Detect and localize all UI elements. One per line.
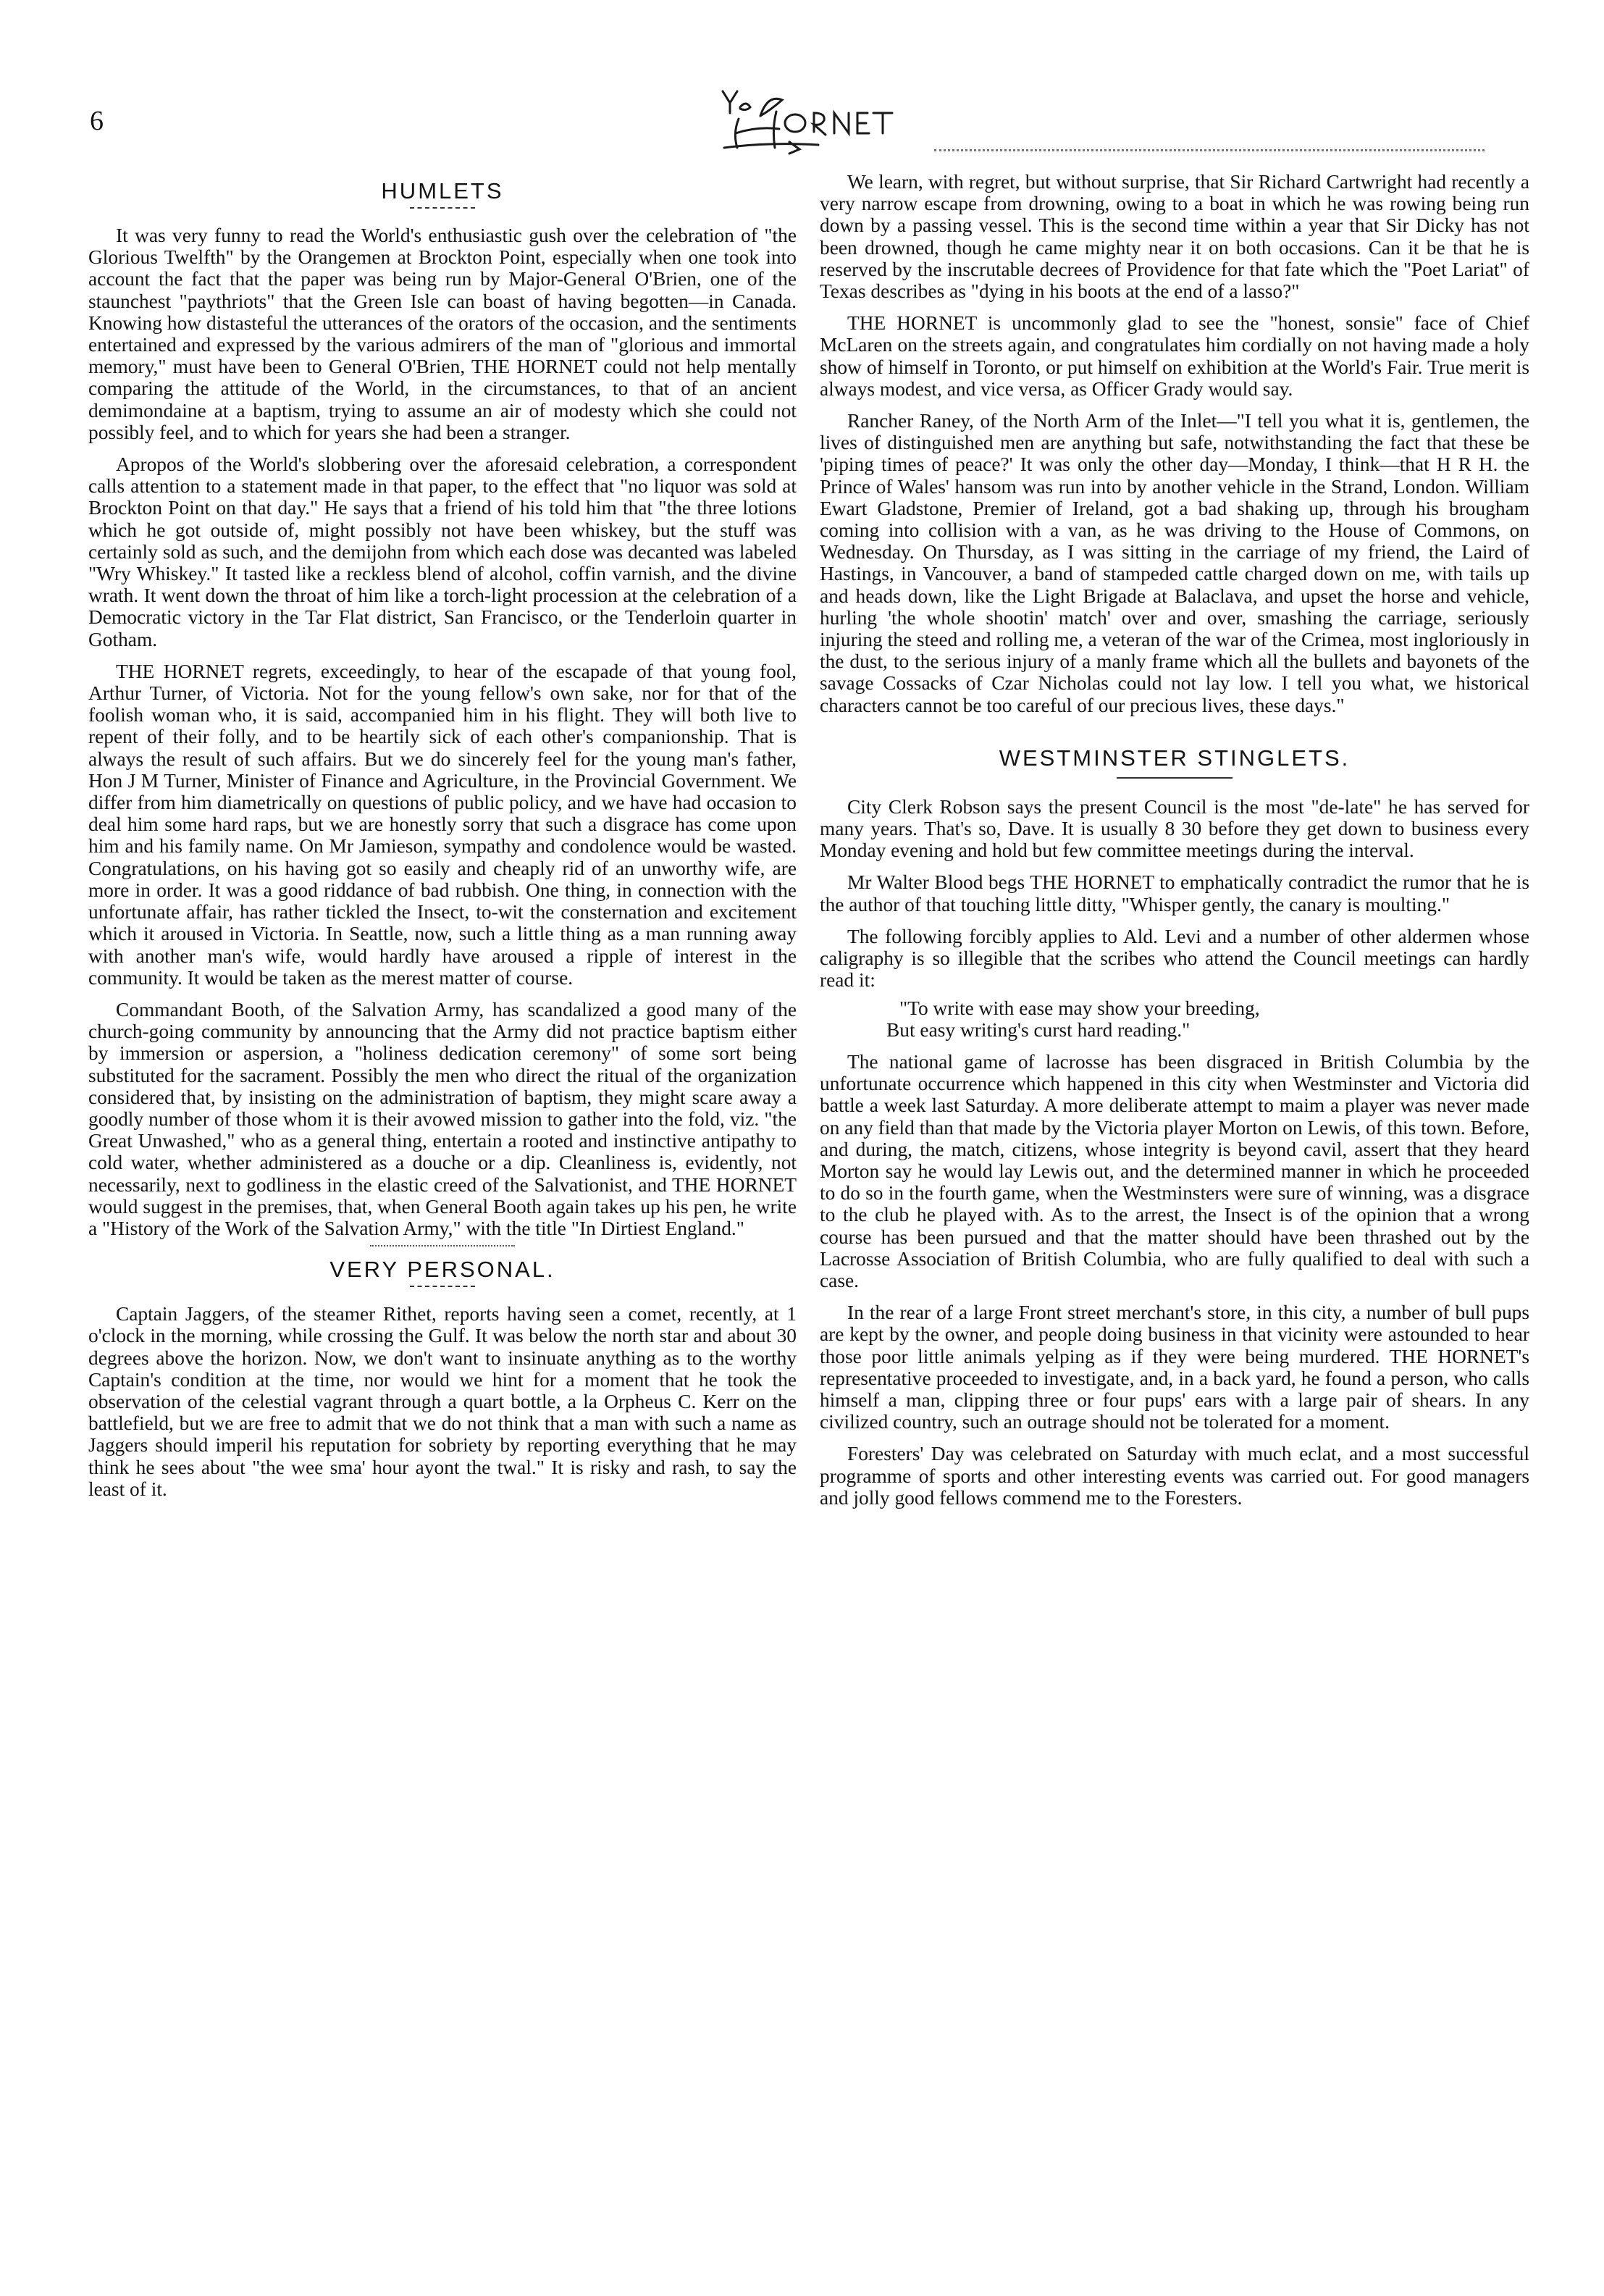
very-personal-paragraph-1: Captain Jaggers, of the steamer Rithet, reports having seen a comet, recently, at 1 o'clock in the morning, while crossing the Gulf. It was below the north star and about 30 degrees above the horizon. Now, we don't want to insinuate anything as to the worthy Captain's condition at the time, nor would we hint for a moment that he took the observation of the celestial vagrant through a quart bottle, a la Orpheus C. Kerr on the battlefield, but we are free to admit that we do not think that a man with such a name as Jaggers should imperil his reputation for sobriety by reporting everything that he may think he sees about "the wee sma' hour ayont the twal." It is risky and rash, to say the least of it. <box>88 1303 797 1500</box>
right-column <box>820 171 1529 1514</box>
humlets-heading: HUMLETS <box>381 178 504 204</box>
humlets-paragraph-2: Apropos of the World's slobbering over the aforesaid celebration, a correspondent calls attention to a statement made in that paper, to the effect that "no liquor was sold at Brockton Point on that day." He says that a friend of his told him that "the three lotions which he got outside of, might possibly not have been whiskey, but the stuff was certainly sold as such, and the demijohn from which each dose was decanted was labeled "Wry Whiskey." It tasted like a reckless blend of alcohol, coffin varnish, and the divine wrath. It went down the throat of him like a torch-light procession at the celebration of a Democratic victory in the Tar Flat district, San Francisco, or the Tenderloin quarter in Gotham. <box>88 453 797 650</box>
hornet-logo-icon <box>710 70 912 155</box>
page-number: 6 <box>90 106 104 136</box>
section-divider <box>370 1245 515 1247</box>
westminster-paragraph-4: The national game of lacrosse has been disgraced in British Columbia by the unfortunate occurrence which happened in this city when Westminster and Victoria did battle a week last Saturday. A more deliberate attempt to maim a player was never made on any field than that made by the Victoria player Morton on Lewis, of this town. Before, and during, the match, citizens, whose integrity is beyond cavil, assert that they heard Morton say he would lay Lewis out, and the determined manner in which he proceeded to do so in the fourth game, when the Westminsters were sure of winning, was a disgrace to the club he played with. As to the arrest, the Insect is of the opinion that a wrong course has been pursued and that the matter should have been thrashed out by the Lacrosse Association of British Columbia, who are fully qualified to deal with such a case. <box>820 1050 1529 1291</box>
westminster-paragraph-5: In the rear of a large Front street merchant's store, in this city, a number of bull pups are kept by the owner, and people doing business in that vicinity were astounded to hear those poor little animals yelping as if they were being murdered. THE HORNET's representative proceeded to investigate, and, in a back yard, he found a person, who calls himself a man, clipping three or four pups' ears with a large pair of shears. In any civilized country, such an outrage should not be tolerated for a moment. <box>820 1302 1529 1433</box>
verse-line: But easy writing's curst hard reading." <box>886 1018 1191 1041</box>
personal-paragraph-3: THE HORNET is uncommonly glad to see the "honest, sonsie" face of Chief McLaren on the streets again, and congratulates him cordially on not having made a holy show of himself in Toronto, or put himself on exhibition at the World's Fair. True merit is always modest, and vice versa, as Officer Grady would say. <box>820 312 1529 400</box>
humlets-paragraph-3: THE HORNET regrets, exceedingly, to hear of the escapade of that young fool, Arthur Turner, of Victoria. Not for the young fellow's own sake, nor for that of the foolish woman who, it is said, accompanied him in his flight. They will both live to repent of their folly, and to be heartily sick of each other's companionship. That is always the result of such affairs. But we do sincerely feel for the young man's father, Hon J M Turner, Minister of Finance and Agriculture, in the Provincial Government. We differ from him diametrically on questions of public policy, and we have had occasion to deal him some hard raps, but we are honestly sorry that such a disgrace has come upon him and his family name. On Mr Jamieson, sympathy and condolence would be wasted. Congratulations, on his having got so easily and cheaply rid of an unworthy wife, are more in order. It was a good riddance of bad rubbish. One thing, in connection with the unfortunate affair, has rather tickled the Insect, to-wit the consternation and excitement which it aroused in Victoria. In Seattle, now, such a little thing as a man running away with another man's wife, would hardly have aroused a ripple of interest in the community. It would be taken as the merest matter of course. <box>88 660 797 989</box>
header-rule <box>934 149 1485 151</box>
westminster-paragraph-3: The following forcibly applies to Ald. Levi and a number of other aldermen whose caligraphy is so illegible that the scribes who attend the Council meetings can hardly read it: <box>820 925 1529 992</box>
heading-divider <box>1117 777 1233 779</box>
left-column <box>88 171 797 1506</box>
verse-quote <box>820 997 1529 1041</box>
heading-divider <box>410 1286 475 1287</box>
very-personal-heading: VERY PERSONAL. <box>329 1257 555 1283</box>
personal-paragraph-2: We learn, with regret, but without surprise, that Sir Richard Cartwright had recently a very narrow escape from drowning, owing to a boat in which he was rowing being run down by a passing vessel. This is the second time within a year that Sir Dicky has not been drowned, though he came mighty near it on both occasions. Can it be that he is reserved by the inscrutable decrees of Providence for that fate which the "Poet Lariat" of Texas describes as "dying in his boots at the end of a lasso?" <box>820 171 1529 303</box>
heading-divider <box>410 207 475 209</box>
westminster-paragraph-6: Foresters' Day was celebrated on Saturday with much eclat, and a most successful programme of sports and other interesting events was carried out. For good managers and jolly good fellows commend me to the Foresters. <box>820 1443 1529 1509</box>
personal-paragraph-4: Rancher Raney, of the North Arm of the Inlet—"I tell you what it is, gentlemen, the lives of distinguished men are anything but safe, notwithstanding the fact that these be 'piping times of peace?' It was only the other day—Monday, I think—that H R H. the Prince of Wales' hansom was run into by another vehicle in the Strand, London. William Ewart Gladstone, Premier of Ireland, got a bad shaking up, through his brougham coming into collision with a van, as he was driving to the House of Commons, on Wednesday. On Thursday, as I was sitting in the carriage of my friend, the Laird of Hastings, in Vancouver, a band of stampeded cattle charged down on me, with tails up and heads down, like the Light Brigade at Balaclava, and upset the horse and vehicle, hurling 'the whole shootin' match' over and over, smashing the carriage, seriously injuring the steed and rolling me, a veteran of the war of the Crimea, most ingloriously in the dust, to the serious injury of a manly frame which all the bullets and bayonets of the savage Cossacks of Czar Nicholas could not lay low. I tell you what, we historical characters cannot be too careful of our precious lives, these days." <box>820 410 1529 716</box>
westminster-paragraph-1: City Clerk Robson says the present Council is the most "de-late" he has served for many years. That's so, Dave. It is usually 8 30 before they get down to business every Monday evening and hold but few committee meetings during the interval. <box>820 795 1529 862</box>
humlets-paragraph-1: It was very funny to read the World's enthusiastic gush over the celebration of "the Glorious Twelfth" by the Orangemen at Brockton Point, especially when one took into account the fact that the paper was being run by Major-General O'Brien, one of the staunchest "paythriots" that the Green Isle can boast of having begotten—in Canada. Knowing how distasteful the utterances of the orators of the occasion, and the sentiments entertained and expressed by the various admirers of the man of "glorious and immortal memory," must have been to General O'Brien, THE HORNET could not help mentally comparing the attitude of the World, in the circumstances, to that of an ancient demimondaine at a baptism, trying to assume an air of modesty which she could not possibly feel, and to which for years she had been a stranger. <box>88 225 797 443</box>
masthead-logo <box>710 70 912 155</box>
westminster-heading: WESTMINSTER STINGLETS. <box>999 745 1351 771</box>
humlets-paragraph-4: Commandant Booth, of the Salvation Army, has scandalized a good many of the church-going community by announcing that the Army did not practice baptism either by immersion or aspersion, a "holiness dedication ceremony" of some sort being substituted for the sacrament. Possibly the men who direct the ritual of the organization considered that, by insisting on the administration of baptism, they might scare away a goodly number of those whom it is their avowed mission to gather into the fold, viz. "the Great Unwashed," who as a general thing, entertain a rooted and instinctive antipathy to cold water, whether administered as a douche or a dip. Cleanliness is, evidently, not necessarily, next to godliness in the elastic creed of the Salvationist, and THE HORNET would suggest in the premises, that, when General Booth again takes up his pen, he write a "History of the Work of the Salvation Army," with the title "In Dirtiest England." <box>88 998 797 1239</box>
westminster-paragraph-2: Mr Walter Blood begs THE HORNET to emphatically contradict the rumor that he is the author of that touching little ditty, "Whisper gently, the canary is moulting." <box>820 871 1529 916</box>
verse-line: "To write with ease may show your breeding, <box>899 997 1260 1019</box>
